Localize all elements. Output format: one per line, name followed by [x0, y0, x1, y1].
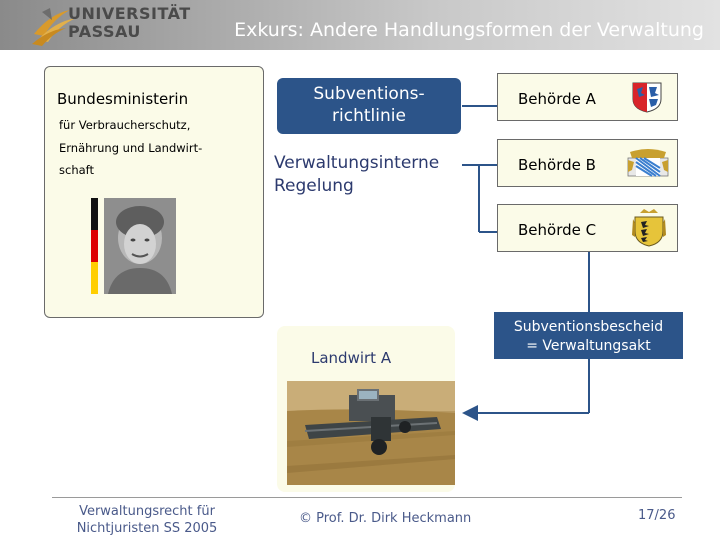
logo-line-2: PASSAU [68, 22, 141, 41]
footer-divider [52, 497, 682, 498]
baden-wuerttemberg-coat-icon [632, 209, 666, 247]
minister-subtitle-1: für Verbraucherschutz, [59, 118, 191, 132]
minister-subtitle-3: schaft [59, 163, 95, 177]
bavaria-coat-icon [626, 148, 670, 180]
footer-author: © Prof. Dr. Dirk Heckmann [299, 511, 472, 526]
richtlinie-line-2: richtlinie [332, 106, 406, 126]
behoerde-a-label: Behörde A [518, 90, 596, 108]
subventionsrichtlinie-box [277, 78, 461, 134]
bescheid-line-2: = Verwaltungsakt [526, 338, 651, 354]
behoerde-b-label: Behörde B [518, 156, 596, 174]
bescheid-line-1: Subventionsbescheid [513, 319, 664, 335]
verwaltungsinterne-regelung-label [274, 152, 439, 198]
behoerde-b-box [497, 139, 678, 187]
behoerde-a-box [497, 73, 678, 121]
behoerde-c-box [497, 204, 678, 252]
footer-page-number: 17/26 [638, 508, 676, 523]
behoerde-c-label: Behörde C [518, 221, 597, 239]
regelung-line-2: Regelung [274, 176, 354, 196]
slide-title: Exkurs: Andere Handlungsformen der Verwaltung [234, 19, 704, 41]
logo-line-1: UNIVERSITÄT [68, 4, 191, 23]
minister-portrait-photo [104, 198, 176, 294]
footer-course-line-2: Nichtjuristen SS 2005 [76, 521, 218, 536]
landwirt-label: Landwirt A [311, 349, 392, 367]
minister-subtitle-2: Ernährung und Landwirt- [59, 141, 203, 155]
german-flag-icon [91, 198, 98, 294]
richtlinie-line-1: Subventions- [313, 84, 425, 104]
footer-course [62, 503, 232, 537]
footer-course-line-1: Verwaltungsrecht für [79, 504, 215, 519]
subventionsbescheid-box [494, 312, 683, 359]
combine-harvester-photo [287, 381, 455, 485]
schleswig-holstein-coat-icon [631, 81, 663, 113]
regelung-line-1: Verwaltungsinterne [274, 153, 440, 173]
minister-title: Bundesministerin [57, 90, 189, 108]
